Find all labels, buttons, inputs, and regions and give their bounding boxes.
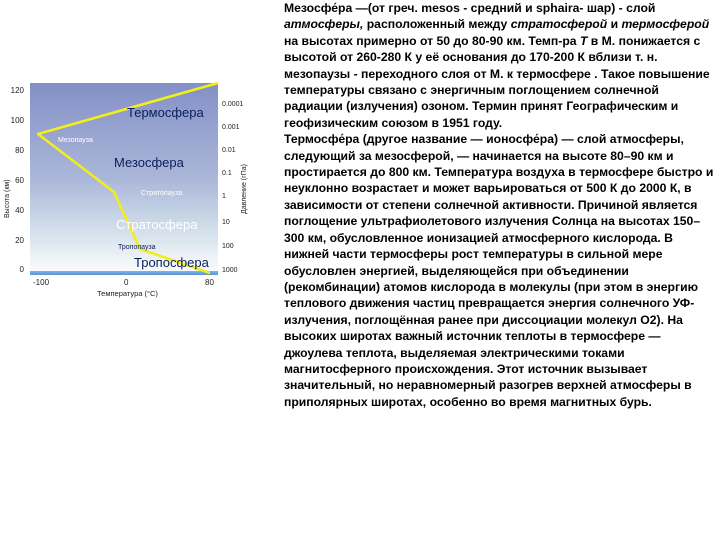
thermosphere-term: термосферой [621,17,710,32]
thermosphere-paragraph: Термосфе́ра (другое название — ионосфе́ра) — слой атмосферы, следующий за мезосферой, — начинается на высоте 80–90 км и простирается до 800 км. Температура воздуха в термосфере быстро и неуклонно возрастает и может варьироваться от 500 К до 2000 К, в зависимости от степени солнечной активности. Причиной является поглощение ультрафиолетового излучения Солнца на высотах 150–300 км, обусловленное ионизацией атмосферного кислорода. В нижней части термосферы рост температуры в сильной мере обусловлен энергией, выделяющейся при объединении (рекомбинации) атомов кислорода в молекулы (при этом в энергию теплового движения частиц превращается энергия солнечного УФ-излучения, поглощённая ранее при диссоциации молекул О2). На высоких широтах важный источник теплоты в термосфере — джоулева теплота, выделяемая электрическими токами магнитосферного происхождения. Этот источник вызывает значительный, но неравномерный разогрев верхней атмосферы в приполярных широтах, особенно во время магнитных бурь. [284,132,714,409]
y-tick-100: 100 [10,116,24,125]
temperature-symbol: Т [579,33,588,48]
mesosphere-term: Мезосфе́ра [284,1,353,15]
stratosphere-term: стратосферой [510,17,608,32]
text-fragment: —(от греч. mesos - средний и sphaira- шар) - слой [352,1,656,15]
text-fragment: в М. понижается с высотой от 260-280 К у её основания до 170-200 К вблизи т. н. мезопаузы - переходного слоя от М. к термосфере . Такое повышение температуры связано с энергичным поглощением солнечной радиации (излучения) озоном. Термин принят Географическим и геофизическим союзом в 1951 году. [284,33,710,130]
y-tick-60: 60 [15,176,24,185]
pressure-tick-0.01: 0.01 [222,147,236,154]
pressure-tick-100: 100 [222,243,234,250]
y-tick-80: 80 [15,146,24,155]
y-tick-40: 40 [15,206,24,215]
layer-thermosphere: Термосфера [127,105,204,120]
pressure-tick-0.0001: 0.0001 [222,101,244,108]
y-tick-0: 0 [19,265,24,274]
layer-mesosphere: Мезосфера [114,155,184,170]
text-fragment: на высотах примерно от 50 до 80-90 км. Темп-ра [284,33,580,48]
text-fragment: и [607,17,622,32]
atmosphere-diagram [0,0,270,310]
layer-mesopause: Мезопауза [58,137,93,144]
text-fragment: расположенный между [363,17,511,32]
layer-tropopause: Тропопауза [118,244,156,251]
y-tick-20: 20 [15,236,24,245]
x-tick-80: 80 [205,278,214,287]
pressure-tick-0.001: 0.001 [222,124,240,131]
description-text [284,0,714,540]
pressure-tick-1: 1 [222,193,226,200]
x-axis-label: Температура (°С) [97,289,158,298]
pressure-tick-0.1: 0.1 [222,170,232,177]
pressure-tick-10: 10 [222,219,230,226]
layer-troposphere: Тропосфера [134,255,209,270]
layer-stratosphere: Стратосфера [116,217,198,232]
x-tick-0: 0 [124,278,129,287]
atmosphere-term: атмосферы, [284,17,364,32]
x-tick--100: -100 [33,278,50,287]
layer-stratopause: Стратопауза [141,190,183,197]
y-axis-label: Высота (км) [4,179,11,218]
y-tick-120: 120 [10,86,24,95]
mesosphere-paragraph [284,0,714,131]
pressure-axis-label: Давление (гПа) [241,164,248,214]
pressure-tick-1000: 1000 [222,267,238,274]
ground-strip [30,271,218,275]
